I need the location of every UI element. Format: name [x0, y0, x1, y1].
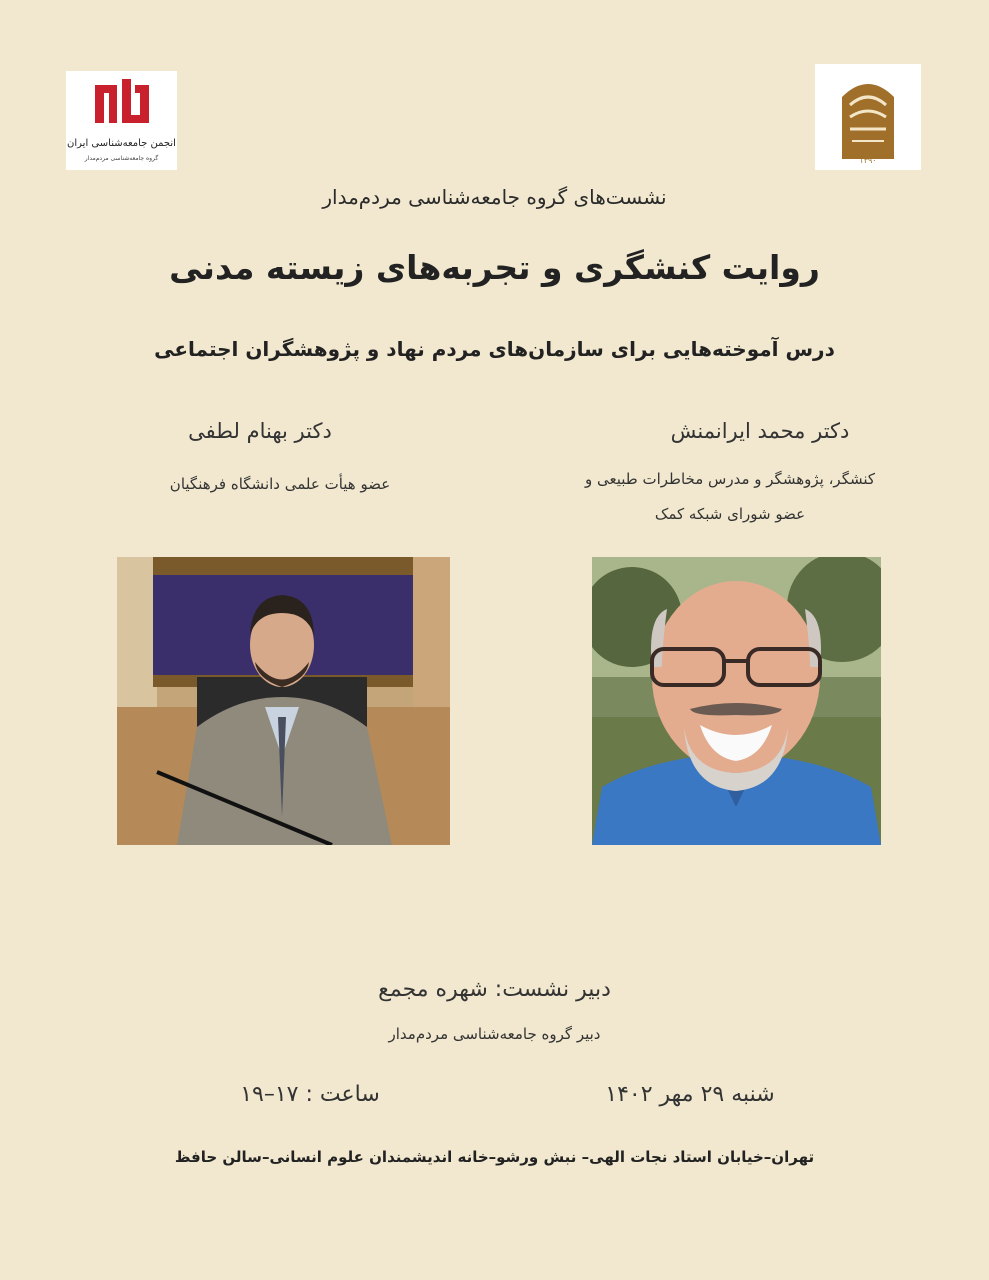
event-date: شنبه ۲۹ مهر ۱۴۰۲: [605, 1082, 775, 1107]
moderator-role: دبیر گروه جامعه‌شناسی مردم‌مدار: [388, 1025, 601, 1043]
sub-title: درس آموخته‌هایی برای سازمان‌های مردم نهاد و پژوهشگران اجتماعی: [154, 337, 835, 361]
humanities-house-logo: [815, 64, 921, 170]
isa-logo-subname: گروه جامعه‌شناسی مردم‌مدار: [84, 155, 159, 162]
event-time: ساعت : ۱۷–۱۹: [240, 1082, 380, 1107]
moderator-label: دبیر نشست: شهره مجمع: [378, 977, 611, 1002]
speaker-2-photo: [117, 557, 450, 845]
speaker-1-affiliation-line1: کنشگر، پژوهشگر و مدرس مخاطرات طبیعی و: [584, 470, 876, 488]
humanities-house-seal-icon: [838, 75, 898, 159]
speaker-1-photo: [592, 557, 881, 845]
speaker-1-affiliation-line2: عضو شورای شبکه کمک: [654, 505, 806, 523]
isa-logo-mark-icon: [95, 79, 149, 129]
speaker-2-affiliation: عضو هیأت علمی دانشگاه فرهنگیان: [169, 475, 391, 493]
speaker-1-name: دکتر محمد ایرانمنش: [670, 419, 850, 443]
speaker-2-name: دکتر بهنام لطفی: [188, 419, 332, 443]
main-title: روایت کنشگری و تجربه‌های زیسته مدنی: [169, 248, 820, 287]
series-title: نشست‌های گروه جامعه‌شناسی مردم‌مدار: [322, 185, 667, 209]
iranian-sociological-association-logo: [66, 71, 177, 170]
humanities-house-year: ۱۳۹۰: [859, 156, 877, 165]
event-address: تهران–خیابان استاد نجات الهی– نبش ورشو–خانه اندیشمندان علوم انسانی–سالن حافظ: [174, 1148, 815, 1166]
isa-logo-name: انجمن جامعه‌شناسی ایران: [67, 138, 176, 149]
